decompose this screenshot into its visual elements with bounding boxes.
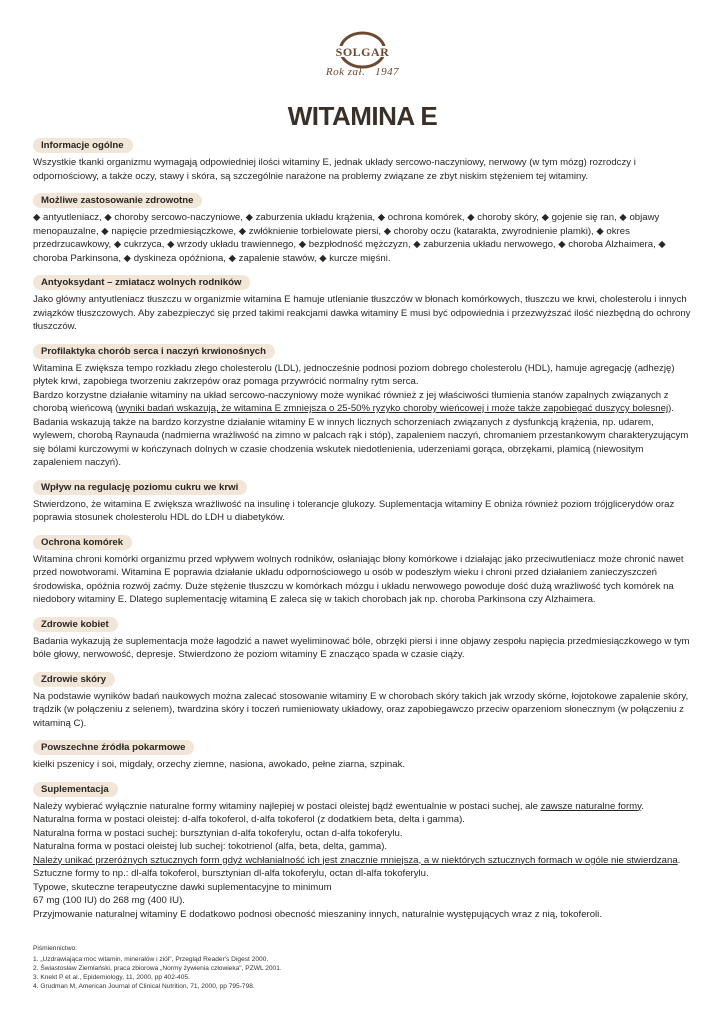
section-header: Profilaktyka chorób serca i naczyń krwionośnych [33,344,275,359]
page-title: WITAMINA E [287,101,438,131]
reference-item: 1. „Uzdrawiająca moc witamin, minerałów i ziół", Przegląd Reader's Digest 2000. [33,956,269,963]
section-header: Antyoksydant – zmiatacz wolnych rodników [33,275,250,290]
section-header: Informacje ogólne [33,138,133,153]
section-header: Zdrowie skóry [33,672,115,687]
section-paragraph: ◆ antyutleniacz, ◆ choroby sercowo-naczyniowe, ◆ zaburzenia układu krążenia, ◆ ochrona komórek, ◆ choroby skóry, ◆ gojenie się ran, ◆ objawy menopauzalne, ◆ napięcie przedmiesiączkowe, ◆ zwłóknienie torbielowate piersi, ◆ choroby oczu (katarakta, zwyrodnienie plamki), ◆ okres przedrzucawkowy, ◆ cukrzyca, ◆ wrzody układu trawiennego, ◆ bezpłodność mężczyzn, ◆ zaburzenia układu nerwowego, ◆ choroba Alzhaimera, ◆ choroba Parkinsona, ◆ dyskineza opóźniona, ◆ zapalenie stawów, ◆ kurcze mięśni. [33,212,666,264]
references [33,944,633,991]
references-list [33,955,633,991]
references-title: Piśmiennictwo: [33,945,77,952]
section [33,669,693,731]
section-paragraph: kiełki pszenicy i soi, migdały, orzechy ziemne, nasiona, awokado, pełne ziarna, szpinak. [33,759,406,770]
tagline-year: 1947 [375,66,400,78]
section-paragraph: Typowe, skuteczne terapeutyczne dawki suplementacyjne to minimum [33,881,332,893]
section [33,135,693,183]
section [33,532,693,607]
section-header: Ochrona komórek [33,535,132,550]
section-header: Suplementacja [33,782,118,797]
underlined-text: wyniki badań wskazują, że witamina E zmniejsza o 25-50% ryzyko choroby wieńcowej i może także zapobiegać duszycy bolesnej [118,403,669,414]
section-paragraph: Bardzo korzystne działanie witaminy na układ sercowo-naczyniowy może wynikać również z jej właściwości tłumienia stanów zapalnych związanych z chorobą wieńcową (wyniki badań wskazują, że witamina E zmniejsza o 25-50% ryzyko choroby wieńcowej i może także zapobiegać duszycy bolesnej). [33,389,674,414]
reference-item: 4. Grudman M, American Journal of Clinical Nutrition, 71, 2000, pp 795-798. [33,983,255,990]
section-paragraph: Należy wybierać wyłącznie naturalne formy witaminy najlepiej w postaci oleistej bądź ewentualnie w postaci suchej, ale zawsze naturalne formy. [33,800,644,812]
section-paragraph: Naturalna forma w postaci oleistej: d-alfa tokoferol, d-alfa tokoferol (z dodatkiem beta, delta i gamma). [33,814,465,825]
section-paragraph: Przyjmowanie naturalnej witaminy E dodatkowo podnosi obecność mieszaniny innych, naturalnie występujących wraz z nią, tokoferoli. [33,908,602,920]
section [33,272,693,334]
underlined-text: zawsze naturalne formy [540,800,642,812]
reference-item: 2. Świastosław Ziemlański, praca zbiorowa „Normy żywienia człowieka", PZWL 2001. [33,965,282,972]
tagline-prefix: Rok zał. [325,66,366,78]
section-paragraph: Należy unikać przeróżnych sztucznych form gdyż wchłanialność ich jest znacznie mniejsza, a w niektórych sztucznych formach w ogóle nie stwierdzana. [33,854,681,866]
section-header: Możliwe zastosowanie zdrowotne [33,193,202,208]
section [33,614,693,662]
section-header: Wpływ na regulację poziomu cukru we krwi [33,480,247,495]
section-paragraph: Naturalna forma w postaci suchej: bursztynian d-alfa tokoferylu, octan d-alfa tokoferylu. [33,827,403,839]
section-paragraph: 67 mg (100 IU) do 268 mg (400 IU). [33,895,185,906]
section [33,190,693,265]
section-header: Zdrowie kobiet [33,617,118,632]
section [33,779,693,922]
section-paragraph: Badania wskazują także na bardzo korzystne działanie witaminy E w innych licznych schorzeniach związanych z dysfunkcją krążenia, np. udarem, wylewem, chorobą Raynauda (nadmierna wrażliwość na zimno w palcach rąk i stóp), zapaleniem naczyń, chromaniem przestankowym charakteryzującym się bólami kurczowymi w kończynach dolnych w czasie chodzenia wskutek niedotlenienia, uderzeniami gorąca, obrzękami, plamicą (niewositym zapaleniem naczyń). [33,416,689,468]
section [33,477,693,525]
section-paragraph: Wszystkie tkanki organizmu wymagają odpowiedniej ilości witaminy E, jednak układy sercowo-naczyniowy, nerwowy (w tym mózg) rozrodczy i odpornościowy, a także oczy, stawy i skóra, są szczególnie narażone na problemy związane ze zbyt niskim stężeniem tej witaminy. [33,157,636,182]
section [33,737,693,772]
document-body [33,135,693,928]
section-paragraph: Witamina E zwiększa tempo rozkładu złego cholesterolu (LDL), jednocześnie podnosi poziom dobrego cholesterolu (HDL), hamuje agregację (adhezję) płytek krwi, zapobiega tworzeniu zakrzepów oraz pomaga przywrócić normalny rytm serca. [33,362,675,387]
underlined-text: Należy unikać przeróżnych sztucznych form gdyż wchłanialność ich jest znacznie mniejsza, a w niektórych sztucznych formach w ogóle nie stwierdzana [33,854,678,866]
logo-tagline [300,66,425,78]
logo-wordmark: SOLGAR [335,45,390,59]
section-paragraph: Na podstawie wyników badań naukowych można zalecać stosowanie witaminy E w chorobach skóry takich jak wrzody skórne, łojotokowe zapalenie skóry, trądzik (w połączeniu z selenem), twardzina skóry i toczeń rumieniowaty układowy, oraz zapobiegawczo przeciw oparzeniom słonecznym (w połączeniu z witaminą C). [33,690,689,729]
section-paragraph: Witamina chroni komórki organizmu przed wpływem wolnych rodników, osłaniając błony komórkowe i działając jako przeciwutleniacz może chronić nawet przed nowotworami. Witamina E poprawia działanie układu odpornościowego u osób w podeszłym wieku i chroni przed działaniem zanieczyszczeń środowiska, opóźnia rozwój zaćmy. Duże stężenie tłuszczu w komórkach mózgu i układu nerwowego powoduje dość dużą wrażliwość tych komórek na niedobory witaminy E. Dlatego suplementację witaminą E zaleca się w takich chorobach jak np. choroba Parkinsona czy Alzhaimera. [33,553,684,605]
section-paragraph: Badania wykazują że suplementacja może łagodzić a nawet wyeliminować bóle, obrzęki piersi i inne objawy zespołu napięcia przedmiesiączkowego w tym bóle głowy, nerwowość, depresje. Stwierdzono że poziom witaminy E znacząco spada w czasie ciąży. [33,635,690,660]
section-header: Powszechne źródła pokarmowe [33,740,194,755]
section-paragraph: Jako główny antyutleniacz tłuszczu w organizmie witamina E hamuje utlenianie tłuszczów w błonach komórkowych, tłuszczu we krwi, cholesterolu i innych związków tłuszczowych. Aby zabezpieczyć się przed takimi reakcjami dawka witaminy E musi być odpowiednia i przezwyższać ilość niezbędną do ochrony tłuszczów. [33,294,691,332]
section-paragraph: Naturalna forma w postaci oleistej lub suchej: tokotrienol (alfa, beta, delta, gamma). [33,841,388,852]
reference-item: 3. Knekt P et al., Epidemiology, 11, 2000, pp 402-405. [33,974,190,981]
section [33,341,693,470]
section-paragraph: Sztuczne formy to np.: dl-alfa tokoferol, bursztynian dl-alfa tokoferylu, octan dl-alfa tokoferylu. [33,868,429,879]
section-paragraph: Stwierdzono, że witamina E zwiększa wrażliwość na insulinę i tolerancje glukozy. Suplementacja witaminy E obniża również poziom trójglicerydów oraz poprawia stosunek cholesterolu HDL do LDH u diabetyków. [33,498,675,523]
